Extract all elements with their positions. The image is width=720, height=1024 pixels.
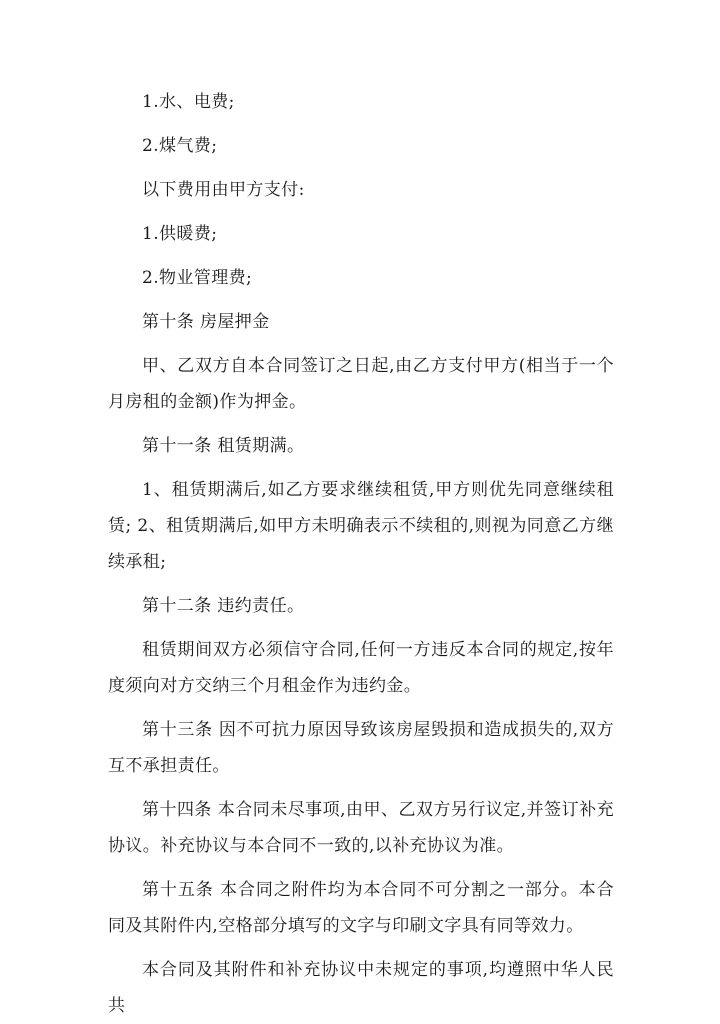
article-15: 第十五条 本合同之附件均为本合同不可分割之一部分。本合同及其附件内,空格部分填写的文字与印刷文字具有同等效力。 xyxy=(108,880,614,936)
article-12-body: 租赁期间双方必须信守合同,任何一方违反本合同的规定,按年度须向对方交纳三个月租金作为违约金。 xyxy=(108,640,614,696)
article-10-body: 甲、乙双方自本合同签订之日起,由乙方支付甲方(相当于一个月房租的金额)作为押金。 xyxy=(108,356,614,412)
closing-paragraph: 本合同及其附件和补充协议中未规定的事项,均遵照中华人民共 xyxy=(108,960,614,1016)
article-10-title: 第十条 房屋押金 xyxy=(142,312,270,332)
article-14: 第十四条 本合同未尽事项,由甲、乙双方另行议定,并签订补充协议。补充协议与本合同不一致的,以补充协议为准。 xyxy=(108,800,614,856)
party-a-payment-heading: 以下费用由甲方支付: xyxy=(142,180,305,200)
item-gas-fee: 2.煤气费; xyxy=(142,136,218,156)
article-12-title: 第十二条 违约责任。 xyxy=(142,596,305,616)
article-11-body: 1、租赁期满后,如乙方要求继续租赁,甲方则优先同意继续租赁; 2、租赁期满后,如甲方未明确表示不续租的,则视为同意乙方继续承租; xyxy=(108,480,614,572)
article-11-title: 第十一条 租赁期满。 xyxy=(142,436,305,456)
item-property-management-fee: 2.物业管理费; xyxy=(142,268,253,288)
article-13: 第十三条 因不可抗力原因导致该房屋毁损和造成损失的,双方互不承担责任。 xyxy=(108,720,614,776)
item-heating-fee: 1.供暖费; xyxy=(142,224,218,244)
item-water-electricity-fee: 1.水、电费; xyxy=(142,92,235,112)
